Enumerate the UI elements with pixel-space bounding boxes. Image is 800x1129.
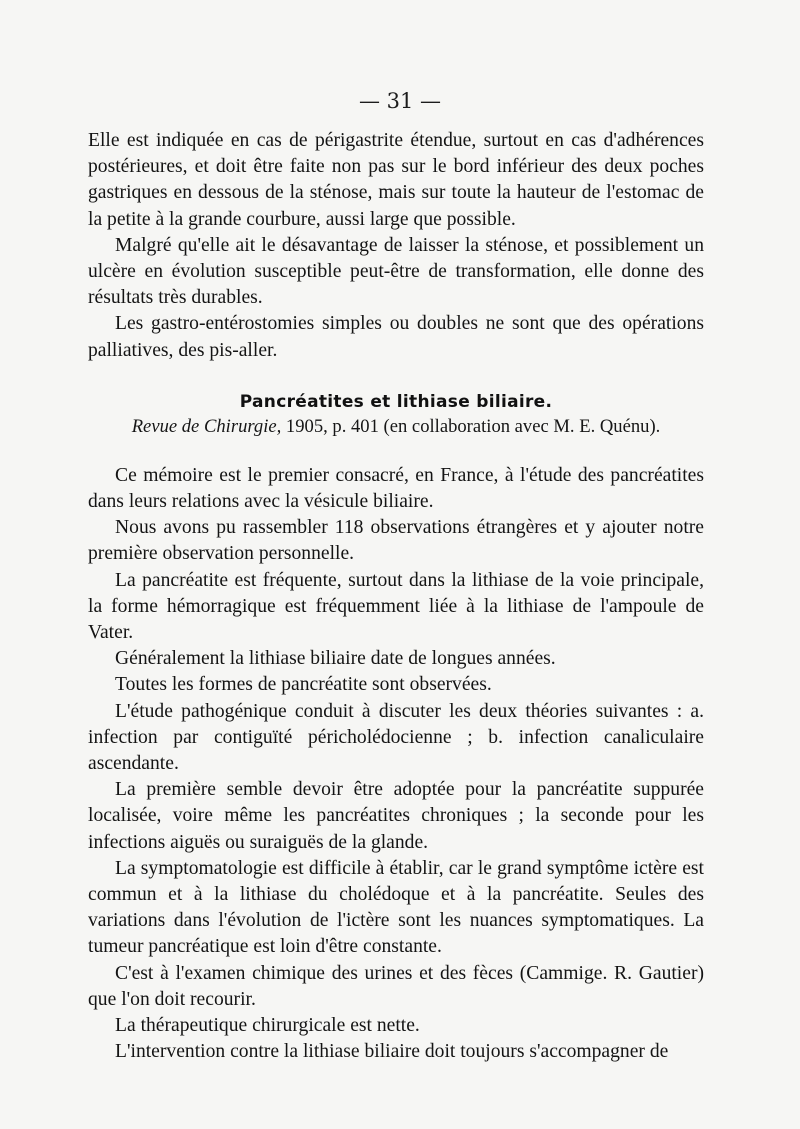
paragraph: C'est à l'examen chimique des urines et des fèces (Cammige. R. Gautier) que l'on doit recourir. — [88, 962, 704, 1010]
page-number: — 31 — — [358, 89, 442, 113]
paragraph: Malgré qu'elle ait le désavantage de laisser la sténose, et possiblement un ulcère en évolution susceptible peut-être de transformation, elle donne des résultats très durables. — [88, 234, 704, 309]
paragraph: La symptomatologie est difficile à établir, car le grand symptôme ictère est commun et à la lithiase du cholédoque et à la pancréatite. Seules des variations dans l'évolution de l'ictère sont les nuances symptomatiques. La tumeur pancréatique est loin d'être constante. — [88, 857, 704, 958]
paragraph: La thérapeutique chirurgicale est nette. — [115, 1015, 420, 1037]
paragraph: Généralement la lithiase biliaire date de longues années. — [115, 648, 556, 670]
reference-details: 1905, p. 401 (en collaboration avec M. E. Quénu). — [281, 415, 661, 437]
paragraph: L'étude pathogénique conduit à discuter les deux théories suivantes : a. infection par contiguïté péricholédocienne ; b. infection canaliculaire ascendante. — [88, 700, 704, 775]
paragraph: Ce mémoire est le premier consacré, en France, à l'étude des pancréatites dans leurs relations avec la vésicule biliaire. — [88, 464, 704, 513]
paragraph: L'intervention contre la lithiase biliaire doit toujours s'accompagner de — [115, 1041, 669, 1063]
section-heading — [88, 390, 704, 440]
section-reference — [88, 414, 704, 440]
journal-name: Revue de Chirurgie, — [131, 415, 282, 437]
paragraph: La pancréatite est fréquente, surtout dans la lithiase de la voie principale, la forme hémorragique est fréquemment liée à la lithiase de l'ampoule de Vater. — [88, 569, 704, 644]
paragraph: La première semble devoir être adoptée pour la pancréatite suppurée localisée, voire même les pancréatites chroniques ; la seconde pour les infections aiguës ou suraiguës de la glande. — [88, 779, 704, 853]
paragraph: Les gastro-entérostomies simples ou doubles ne sont que des opérations palliatives, des pis-aller. — [88, 313, 704, 361]
section-title: Pancréatites et lithiase biliaire. — [239, 391, 553, 412]
page-body — [88, 128, 704, 1066]
paragraph: Toutes les formes de pancréatite sont observées. — [115, 674, 492, 696]
paragraph: Elle est indiquée en cas de périgastrite étendue, surtout en cas d'adhérences postérieures, et doit être faite non pas sur le bord inférieur des deux poches gastriques en dessous de la sténose, mais sur toute la hauteur de l'estomac de la petite à la grande courbure, aussi large que possible. — [88, 130, 704, 230]
paragraph: Nous avons pu rassembler 118 observations étrangères et y ajouter notre première observation personnelle. — [88, 517, 704, 565]
